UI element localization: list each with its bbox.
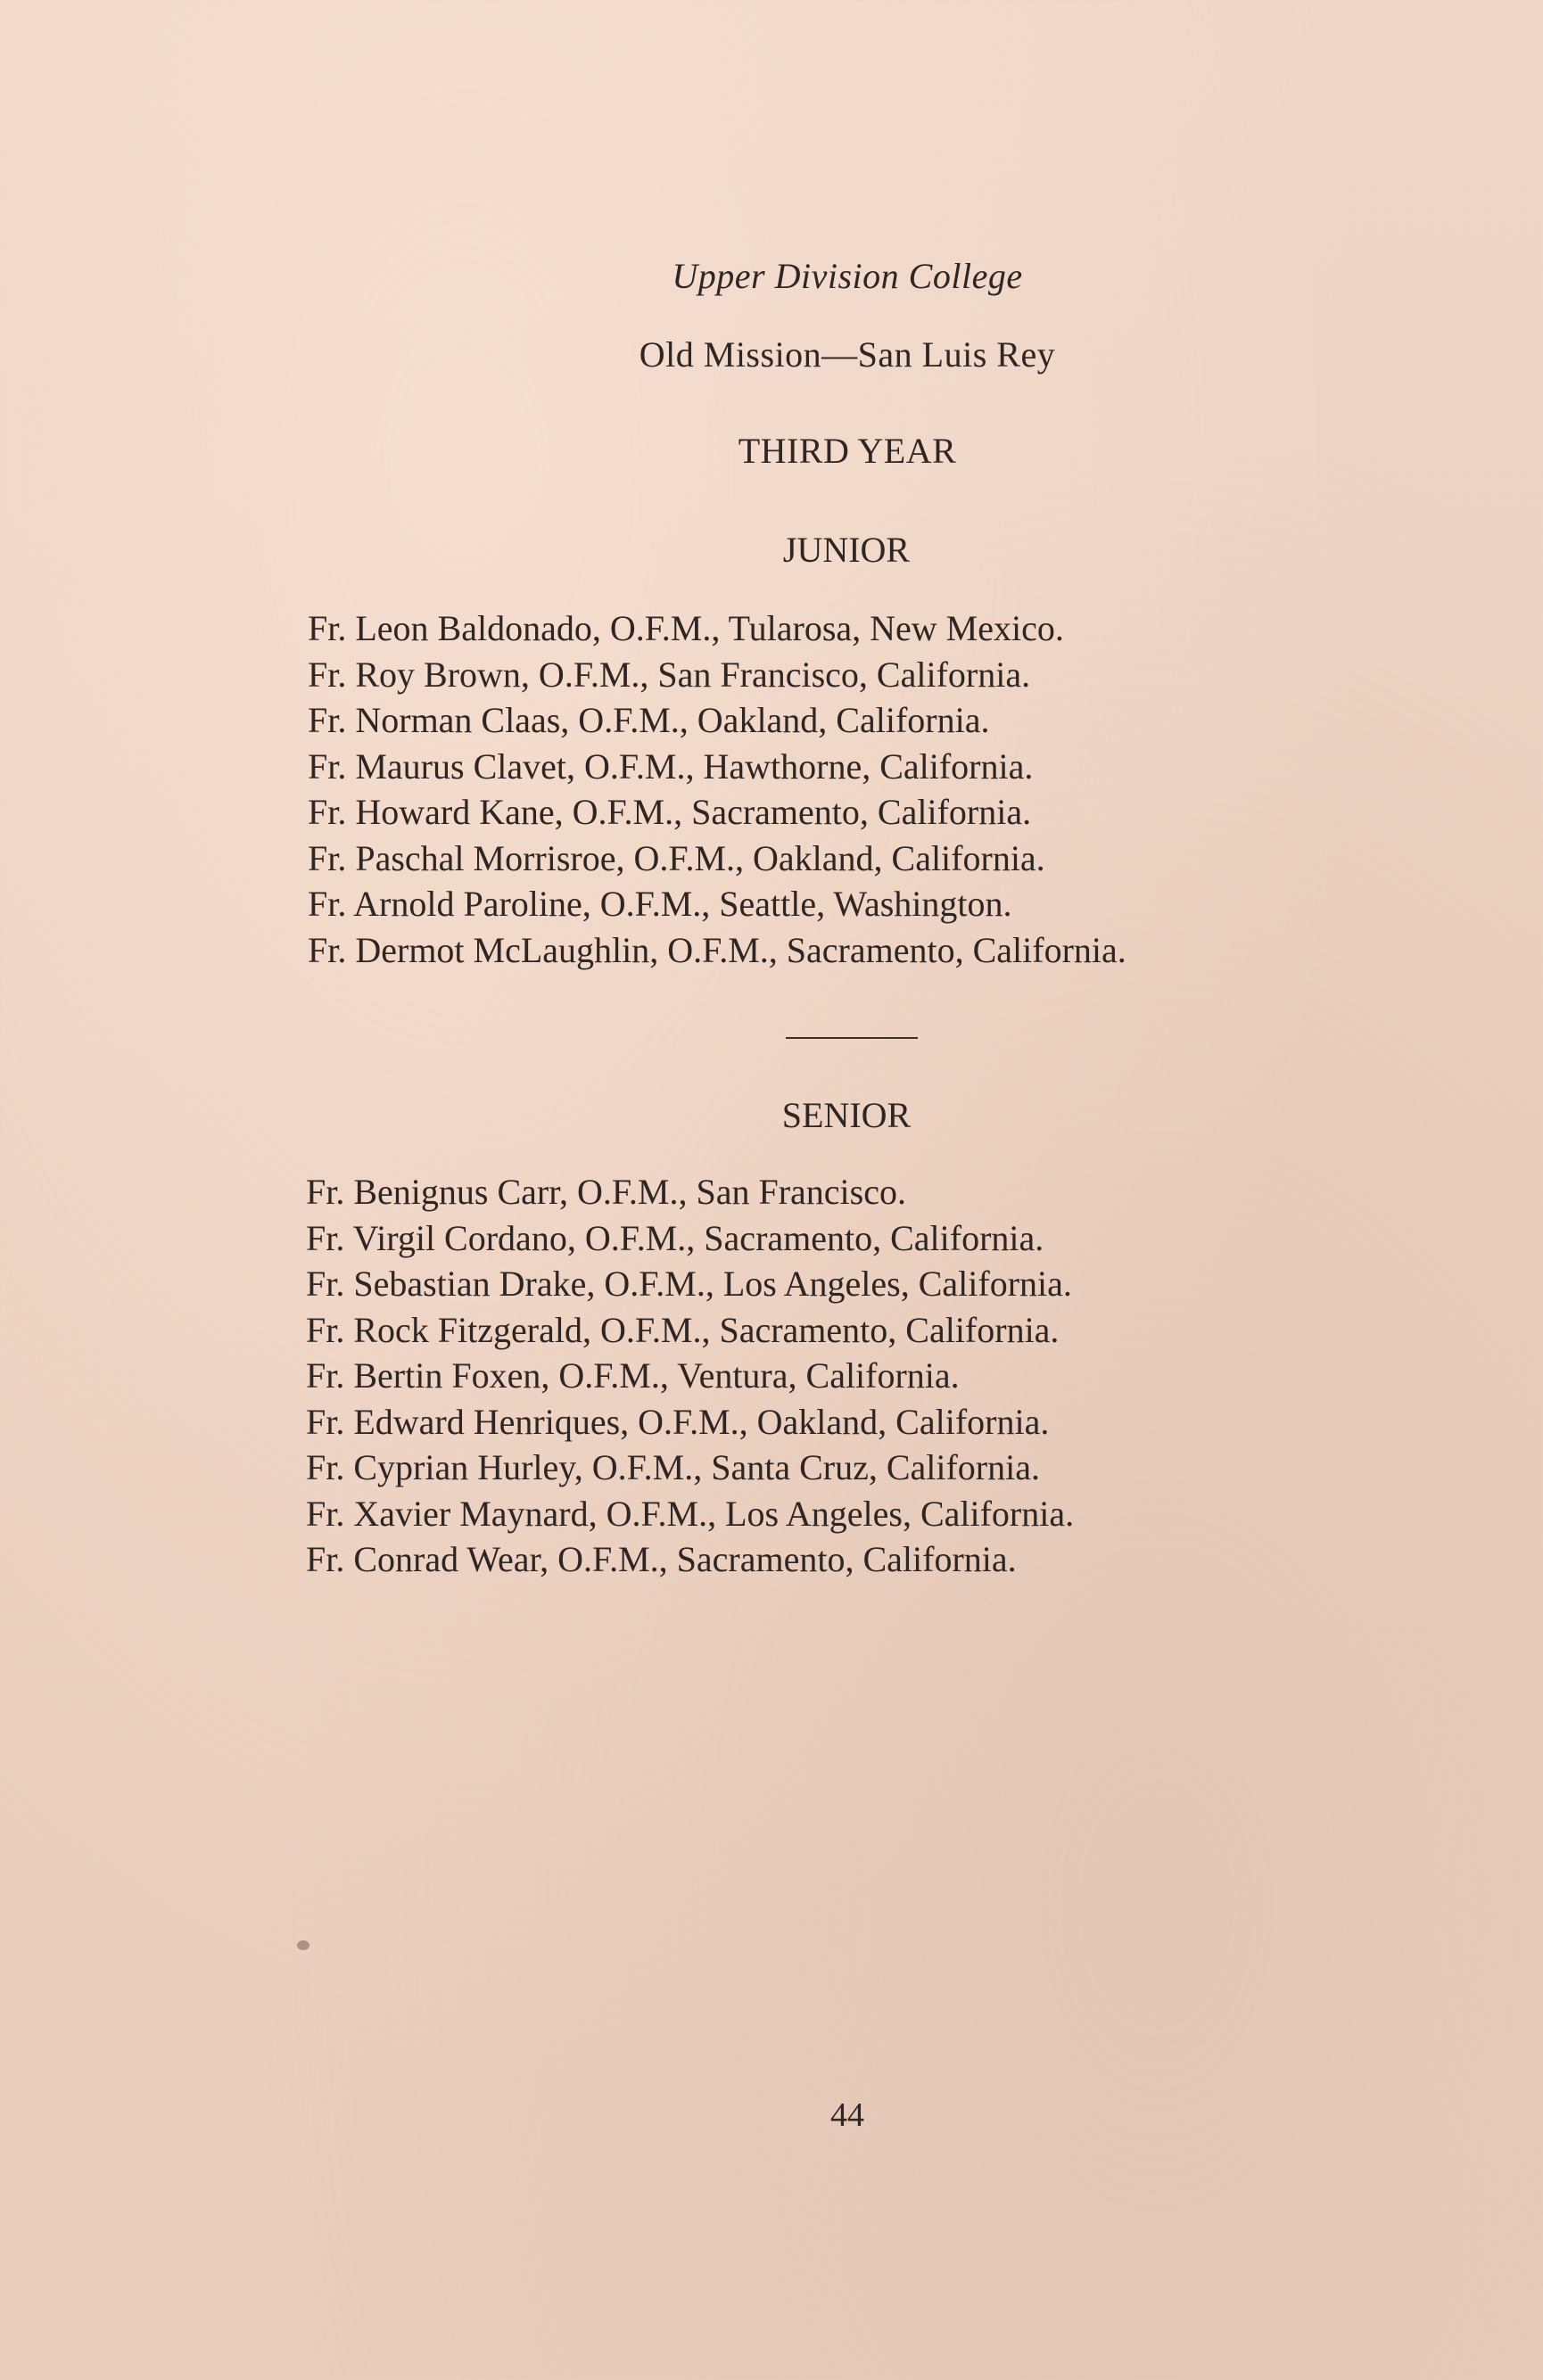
list-item: Fr. Cyprian Hurley, O.F.M., Santa Cruz, California. bbox=[306, 1447, 1040, 1487]
junior-section-title: JUNIOR bbox=[782, 530, 911, 570]
paper-blemish bbox=[297, 1940, 309, 1950]
location-heading: Old Mission—San Luis Rey bbox=[639, 334, 1056, 375]
year-heading: THIRD YEAR bbox=[738, 431, 957, 471]
list-item: Fr. Paschal Morrisroe, O.F.M., Oakland, California. bbox=[308, 837, 1045, 878]
senior-section-title: SENIOR bbox=[781, 1095, 912, 1135]
list-item: Fr. Norman Claas, O.F.M., Oakland, California. bbox=[308, 700, 990, 740]
list-item: Fr. Benignus Carr, O.F.M., San Francisco. bbox=[306, 1172, 906, 1212]
list-item: Fr. Roy Brown, O.F.M., San Francisco, California. bbox=[308, 654, 1031, 695]
list-item: Fr. Arnold Paroline, O.F.M., Seattle, Washington. bbox=[308, 884, 1012, 924]
list-item: Fr. Sebastian Drake, O.F.M., Los Angeles, California. bbox=[306, 1264, 1072, 1304]
list-item: Fr. Virgil Cordano, O.F.M., Sacramento, California. bbox=[306, 1217, 1044, 1258]
page-number: 44 bbox=[830, 2096, 864, 2134]
list-item: Fr. Dermot McLaughlin, O.F.M., Sacramento, California. bbox=[308, 929, 1126, 970]
college-heading: Upper Division College bbox=[672, 256, 1023, 296]
list-item: Fr. Xavier Maynard, O.F.M., Los Angeles, California. bbox=[306, 1493, 1075, 1534]
senior-list bbox=[306, 1169, 1074, 1583]
list-item: Fr. Rock Fitzgerald, O.F.M., Sacramento, California. bbox=[306, 1309, 1060, 1350]
list-item: Fr. Maurus Clavet, O.F.M., Hawthorne, California. bbox=[308, 745, 1034, 786]
list-item: Fr. Leon Baldonado, O.F.M., Tularosa, New Mexico. bbox=[308, 608, 1064, 648]
section-divider bbox=[786, 1037, 918, 1039]
list-item: Fr. Conrad Wear, O.F.M., Sacramento, California. bbox=[306, 1539, 1017, 1579]
list-item: Fr. Bertin Foxen, O.F.M., Ventura, California. bbox=[306, 1355, 960, 1396]
junior-list bbox=[308, 605, 1126, 973]
list-item: Fr. Howard Kane, O.F.M., Sacramento, California. bbox=[308, 792, 1032, 832]
list-item: Fr. Edward Henriques, O.F.M., Oakland, California. bbox=[306, 1401, 1050, 1442]
